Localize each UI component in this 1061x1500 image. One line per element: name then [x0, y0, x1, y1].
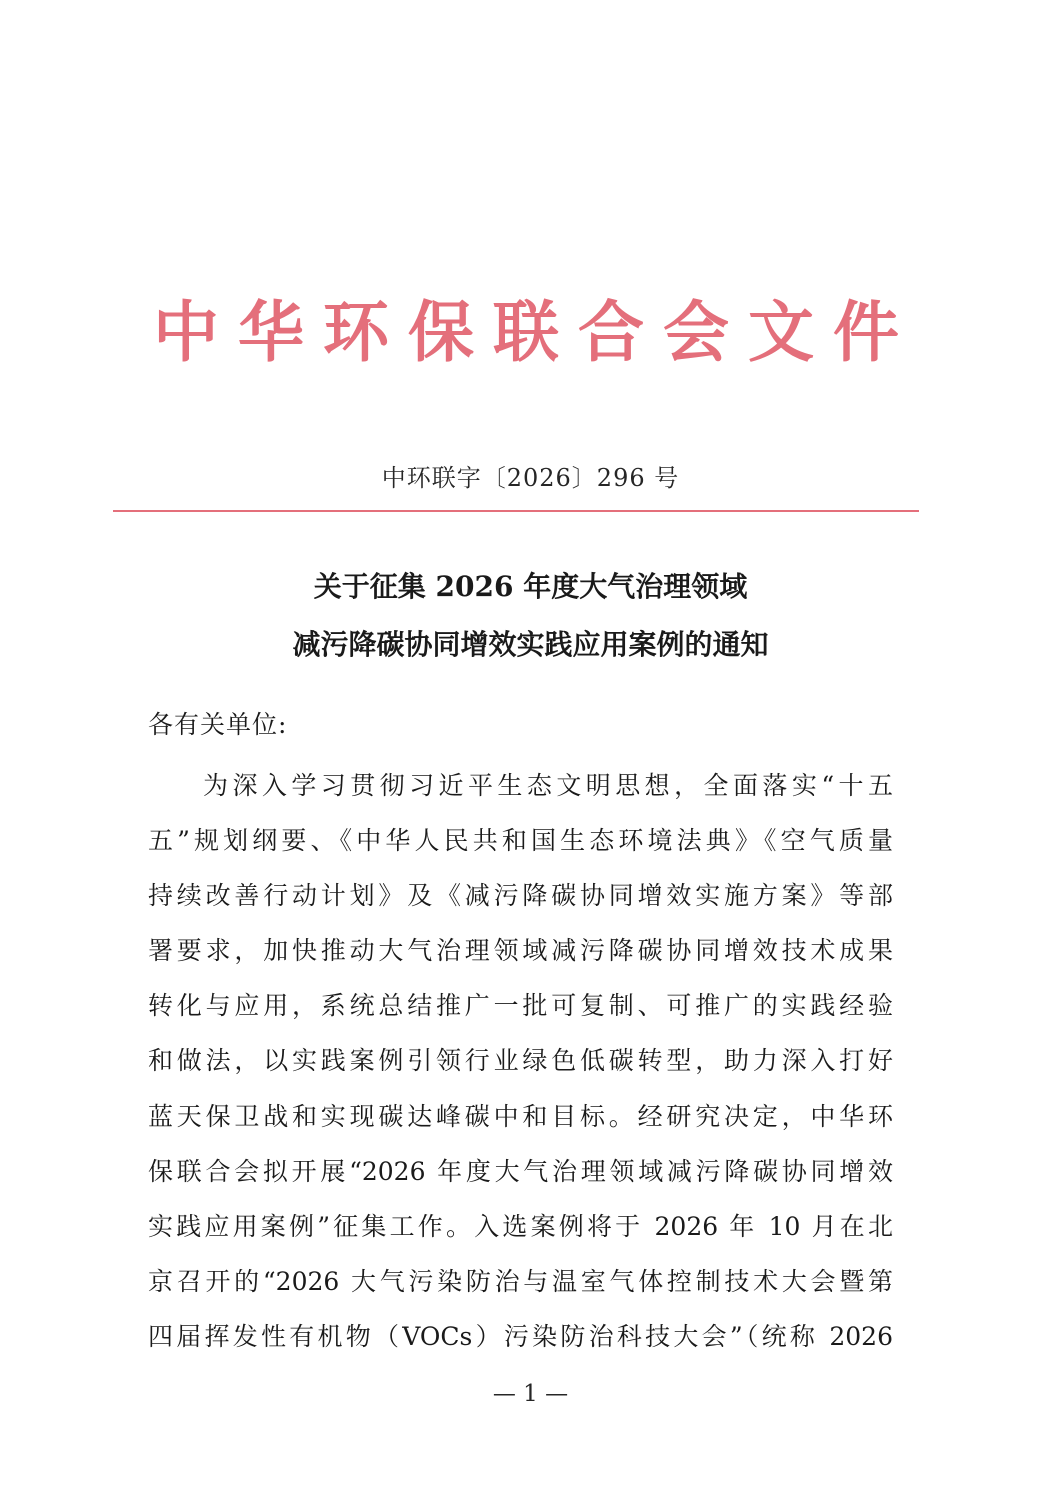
body-line: 署要求，加快推动大气治理领域减污降碳协同增效技术成果: [148, 936, 893, 966]
body-line: 为深入学习贯彻习近平生态文明思想，全面落实“十五: [203, 771, 893, 800]
header-divider: [113, 510, 919, 512]
body-text: [148, 758, 893, 1364]
body-line: 持续改善行动计划》及《减污降碳协同增效实施方案》等部: [148, 881, 893, 911]
salutation: 各有关单位:: [148, 710, 288, 739]
notice-title-line-1: 关于征集 2026 年度大气治理领域: [313, 570, 748, 603]
notice-title-line-2: 减污降碳协同增效实践应用案例的通知: [292, 628, 769, 661]
body-line: 转化与应用，系统总结推广一批可复制、可推广的实践经验: [148, 991, 893, 1021]
body-line: 五”规划纲要、《中华人民共和国生态环境法典》《空气质量: [148, 826, 893, 856]
body-line: 京召开的“2026 大气污染防治与温室气体控制技术大会暨第: [148, 1266, 893, 1296]
body-line: 实践应用案例”征集工作。入选案例将于 2026 年 10 月在北: [148, 1211, 893, 1241]
body-line: 四届挥发性有机物（VOCs）污染防治科技大会”（统称 2026: [148, 1321, 893, 1351]
body-line: 保联合会拟开展“2026 年度大气治理领域减污降碳协同增效: [148, 1156, 893, 1186]
page-number: — 1 —: [492, 1381, 569, 1407]
org-header-title: 中华环保联合会文件: [153, 293, 918, 371]
document-number: 中环联字〔2026〕296 号: [381, 464, 680, 492]
notice-title: [0, 558, 1061, 674]
body-line: 蓝天保卫战和实现碳达峰碳中和目标。经研究决定，中华环: [148, 1101, 893, 1131]
body-line: 和做法，以实践案例引领行业绿色低碳转型，助力深入打好: [148, 1046, 893, 1076]
